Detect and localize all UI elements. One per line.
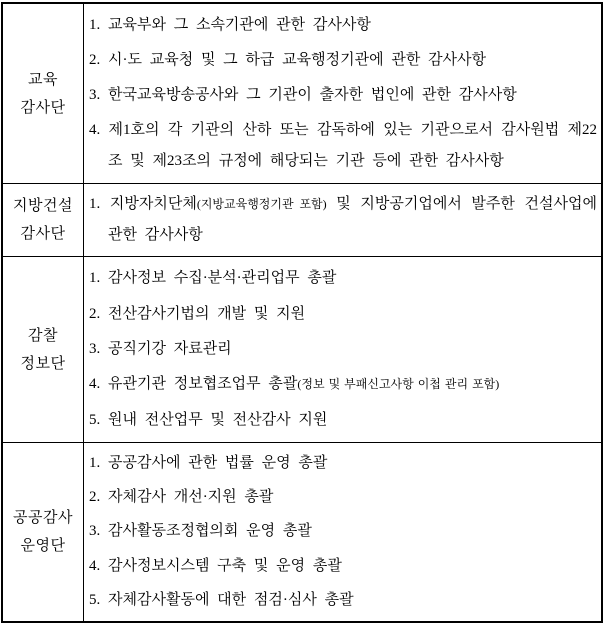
duty-item-text: 3. 한국교육방송공사와 그 기관이 출자한 법인에 관한 감사사항 (89, 87, 517, 103)
duty-item-text: 3. 공직기강 자료관리 (89, 340, 232, 357)
duty-cell (84, 184, 601, 256)
duty-item-text: 4. 유관기관 정보협조업무 총괄 (89, 376, 298, 393)
org-label-line: 정보단 (20, 355, 66, 372)
duty-item-text: 2. 전산감사기법의 개발 및 지원 (89, 305, 306, 322)
table-row (3, 4, 601, 184)
duty-item-text: 5. 원내 전산업무 및 전산감사 지원 (89, 411, 328, 428)
duty-item (89, 482, 597, 513)
duty-item-text: 2. 시·도 교육청 및 그 하급 교육행정기관에 관한 감사사항 (89, 52, 487, 68)
duty-item (89, 299, 597, 330)
org-cell (3, 257, 84, 442)
duty-item (89, 80, 597, 111)
duty-item (89, 369, 597, 400)
audit-duties-table (1, 2, 603, 623)
table-row (3, 443, 601, 621)
duty-item (89, 551, 597, 582)
duty-item-text: 1. 감사정보 수집·분석·관리업무 총괄 (89, 270, 337, 287)
org-label-line: 공공감사 (13, 510, 73, 526)
duty-item-note: (지방교육행정기관 포함) (196, 197, 327, 211)
duty-item-text: 3. 감사활동조정협의회 운영 총괄 (89, 523, 312, 540)
duty-item (89, 448, 597, 479)
duty-item (89, 334, 597, 365)
duty-item (89, 45, 597, 76)
duty-cell (84, 443, 601, 621)
duty-cell (84, 4, 601, 183)
duty-item-text: 4. 감사정보시스템 구축 및 운영 총괄 (89, 557, 342, 574)
duty-item-text: 5. 자체감사활동에 대한 점검·심사 총괄 (89, 591, 354, 608)
org-cell (3, 184, 84, 256)
duty-item-text: 1. 공공감사에 관한 법률 운영 총괄 (89, 455, 328, 472)
org-label-line: 교육 (28, 71, 58, 88)
table-row (3, 257, 601, 443)
org-label-line: 감사단 (20, 226, 66, 242)
org-label-line: 지방건설 (13, 198, 73, 214)
duty-item-text: 2. 자체감사 개선·지원 총괄 (89, 489, 274, 506)
duty-item-text: 1. 지방자치단체 (89, 196, 197, 212)
duty-item (89, 585, 597, 616)
table-row (3, 184, 601, 257)
org-label-line: 감사단 (20, 99, 66, 116)
org-cell (3, 443, 84, 621)
duty-item-text: 1. 교육부와 그 소속기관에 관한 감사사항 (89, 17, 371, 33)
duty-item (89, 115, 597, 177)
duty-item (89, 10, 597, 41)
duty-item (89, 189, 597, 251)
duty-item (89, 405, 597, 436)
duty-item (89, 263, 597, 294)
duty-item (89, 516, 597, 547)
duty-item-text: 4. 제1호의 각 기관의 산하 또는 감독하에 있는 기관으로서 감사원법 제22조 및 제23조의 규정에 해당되는 기관 등에 관한 감사사항 (89, 122, 597, 169)
duty-item-note: (정보 및 부패신고사항 이첩 관리 포함) (297, 377, 500, 392)
org-label-line: 감찰 (28, 327, 58, 344)
org-cell (3, 4, 84, 183)
org-label-line: 운영단 (20, 538, 66, 554)
duty-cell (84, 257, 601, 442)
duty-item-text: 및 지방공기업에서 발주한 건설사업에 관한 감사사항 (108, 196, 597, 243)
